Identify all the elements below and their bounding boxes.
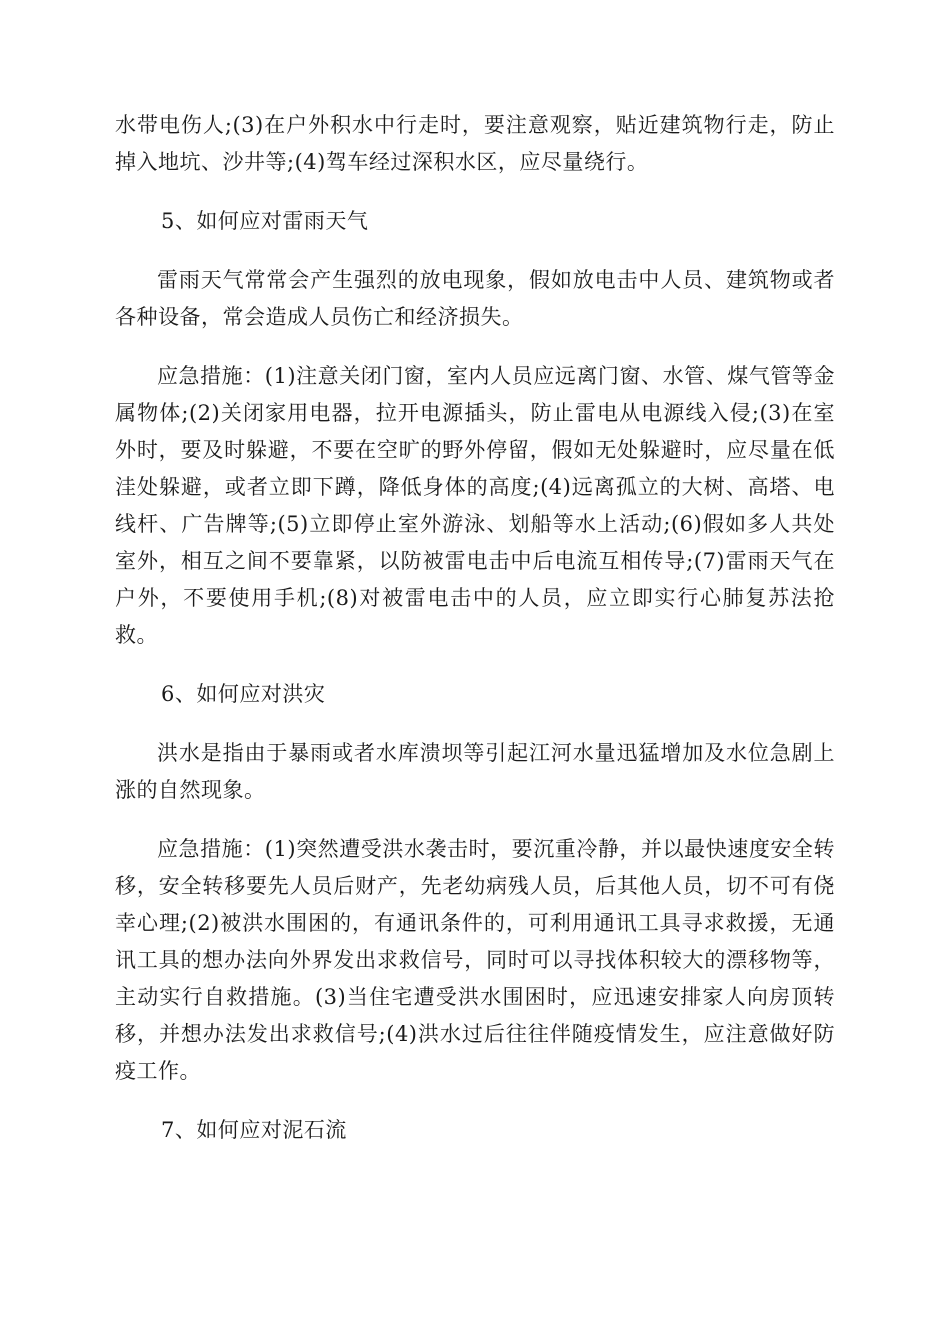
paragraph-flood-intro: 洪水是指由于暴雨或者水库溃坝等引起江河水量迅猛增加及水位急剧上涨的自然现象。: [115, 741, 835, 802]
section-heading-7: 7、如何应对泥石流: [161, 1118, 347, 1142]
paragraph-continuation: 水带电伤人;(3)在户外积水中行走时，要注意观察，贴近建筑物行走，防止掉入地坑、沙井等;(4)驾车经过深积水区，应尽量绕行。: [115, 113, 835, 174]
paragraph-flood-measures: 应急措施：(1)突然遭受洪水袭击时，要沉重冷静，并以最快速度安全转移，安全转移要先人员后财产，先老幼病残人员，后其他人员，切不可有侥幸心理;(2)被洪水围困的，有通讯条件的，可利用通讯工具寻求救援，无通讯工具的想办法向外界发出求救信号，同时可以寻找体积较大的漂移物等，主动实行自救措施。(3)当住宅遭受洪水围困时，应迅速安排家人向房顶转移，并想办法发出求救信号;(4)洪水过后往往伴随疫情发生，应注意做好防疫工作。: [115, 837, 835, 1083]
section-heading-6: 6、如何应对洪灾: [161, 682, 326, 706]
document-body: [115, 107, 835, 1171]
paragraph-thunderstorm-measures: 应急措施：(1)注意关闭门窗，室内人员应远离门窗、水管、煤气管等金属物体;(2)关闭家用电器，拉开电源插头，防止雷电从电源线入侵;(3)在室外时，要及时躲避，不要在空旷的野外停留，假如无处躲避时，应尽量在低洼处躲避，或者立即下蹲，降低身体的高度;(4)远离孤立的大树、高塔、电线杆、广告牌等;(5)立即停止室外游泳、划船等水上活动;(6)假如多人共处室外，相互之间不要靠紧，以防被雷电击中后电流互相传导;(7)雷雨天气在户外，不要使用手机;(8)对被雷电击中的人员，应立即实行心肺复苏法抢救。: [115, 364, 835, 647]
paragraph-thunderstorm-intro: 雷雨天气常常会产生强烈的放电现象，假如放电击中人员、建筑物或者各种设备，常会造成人员伤亡和经济损失。: [115, 268, 835, 329]
section-heading-5: 5、如何应对雷雨天气: [161, 209, 369, 233]
